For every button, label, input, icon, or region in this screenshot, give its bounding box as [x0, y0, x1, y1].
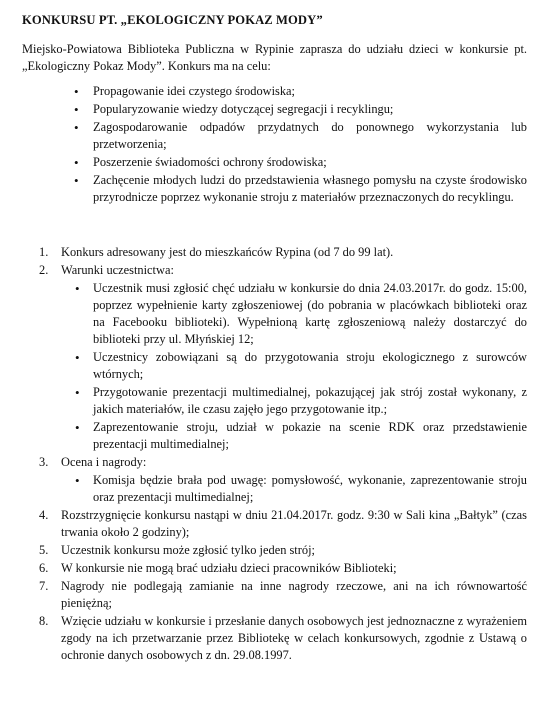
rule-number: 1. — [39, 245, 49, 259]
bullet-icon: • — [75, 420, 80, 435]
sub-item — [61, 280, 527, 348]
bullet-icon: • — [74, 120, 79, 135]
sub-item — [61, 419, 527, 453]
rule-number: 2. — [39, 263, 49, 277]
rule-text: Uczestnik konkursu może zgłosić tylko jeden strój; — [61, 543, 315, 557]
rule-text: Nagrody nie podlegają zamianie na inne nagrody rzeczowe, ani na ich równowartość pieniężną; — [61, 579, 527, 610]
rule-item — [22, 560, 527, 577]
bullet-icon: • — [75, 473, 80, 488]
rule-item — [22, 262, 527, 453]
goal-text: Zagospodarowanie odpadów przydatnych do ponownego wykorzystania lub przetworzenia; — [93, 120, 527, 151]
bullet-icon: • — [74, 84, 79, 99]
bullet-icon: • — [75, 350, 80, 365]
goal-item — [22, 172, 527, 206]
rule-item — [22, 578, 527, 612]
goals-list — [22, 83, 527, 206]
rule-number: 6. — [39, 561, 49, 575]
rule-text: Ocena i nagrody: — [61, 455, 147, 469]
goal-item — [22, 154, 527, 171]
goal-text: Popularyzowanie wiedzy dotyczącej segregacji i recyklingu; — [93, 102, 394, 116]
goal-item — [22, 101, 527, 118]
sub-item — [61, 472, 527, 506]
goal-text: Propagowanie idei czystego środowiska; — [93, 84, 295, 98]
rule-text: W konkursie nie mogą brać udziału dzieci pracowników Biblioteki; — [61, 561, 397, 575]
bullet-icon: • — [75, 281, 80, 296]
document-page — [22, 12, 527, 665]
rule-text: Rozstrzygnięcie konkursu nastąpi w dniu 21.04.2017r. godz. 9:30 w Sali kina „Bałtyk” (czas trwania około 2 godziny); — [61, 508, 527, 539]
goal-text: Poszerzenie świadomości ochrony środowiska; — [93, 155, 327, 169]
goal-item — [22, 83, 527, 100]
rule-item — [22, 454, 527, 506]
sub-item-text: Przygotowanie prezentacji multimedialnej, pokazującej jak strój został wykonany, z jakich materiałów, ile czasu zajęło jego przygotowanie itp.; — [93, 385, 527, 416]
rule-number: 3. — [39, 455, 49, 469]
sub-item-text: Zaprezentowanie stroju, udział w pokazie na scenie RDK oraz przedstawienie prezentacji multimedialnej; — [93, 420, 527, 451]
sub-item — [61, 384, 527, 418]
rule-item — [22, 613, 527, 664]
rule-text: Warunki uczestnictwa: — [61, 263, 174, 277]
rule-number: 5. — [39, 543, 49, 557]
rule-sublist — [61, 280, 527, 453]
sub-item-text: Uczestnik musi zgłosić chęć udziału w konkursie do dnia 24.03.2017r. do godz. 15:00, poprzez wypełnienie karty zgłoszeniowej (do pobrania w placówkach biblioteki oraz na Facebooku biblioteki). Wypełnioną kartę zgłoszeniową należy dostarczyć do biblioteki przy ul. Młyńskiej 12; — [93, 281, 527, 346]
rule-text: Konkurs adresowany jest do mieszkańców Rypina (od 7 do 99 lat). — [61, 245, 394, 259]
rule-item — [22, 507, 527, 541]
intro-paragraph: Miejsko-Powiatowa Biblioteka Publiczna w Rypinie zaprasza do udziału dzieci w konkursie pt. „Ekologiczny Pokaz Mody”. Konkurs ma na celu: — [22, 42, 527, 73]
rules-list — [22, 244, 527, 664]
rule-sublist — [61, 472, 527, 506]
bullet-icon: • — [74, 173, 79, 188]
sub-item — [61, 349, 527, 383]
goal-text: Zachęcenie młodych ludzi do przedstawienia własnego pomysłu na czyste środowisko przyrodnicze poprzez wykonanie stroju z materiałów przeznaczonych do recyklingu. — [93, 173, 527, 204]
rule-number: 7. — [39, 579, 49, 593]
goal-item — [22, 119, 527, 153]
bullet-icon: • — [75, 385, 80, 400]
sub-item-text: Komisja będzie brała pod uwagę: pomysłowość, wykonanie, zaprezentowanie stroju oraz prezentacji multimedialnej; — [93, 473, 527, 504]
rule-item — [22, 542, 527, 559]
rule-text: Wzięcie udziału w konkursie i przesłanie danych osobowych jest jednoznaczne z wyrażeniem zgody na ich przetwarzanie przez Bibliotekę w celach konkursowych, zgodnie z Ustawą o ochronie danych osobowych z dn. 29.08.1997. — [61, 614, 527, 662]
rule-item — [22, 244, 527, 261]
rule-number: 4. — [39, 508, 49, 522]
rule-number: 8. — [39, 614, 49, 628]
bullet-icon: • — [74, 102, 79, 117]
bullet-icon: • — [74, 155, 79, 170]
sub-item-text: Uczestnicy zobowiązani są do przygotowania stroju ekologicznego z surowców wtórnych; — [93, 350, 527, 381]
document-title: KONKURSU PT. „EKOLOGICZNY POKAZ MODY” — [22, 13, 323, 27]
